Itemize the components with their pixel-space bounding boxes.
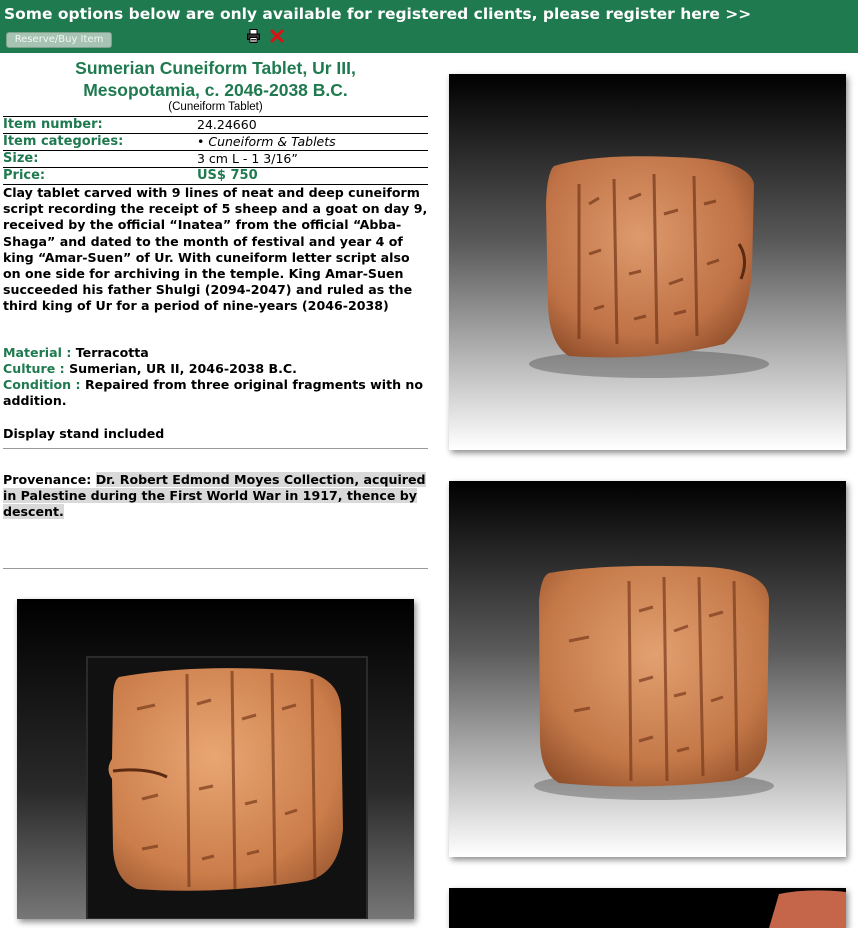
condition-label: Condition : (3, 377, 81, 392)
table-row (3, 117, 428, 134)
divider (3, 448, 428, 449)
item-info-table (3, 116, 428, 185)
printer-icon[interactable] (247, 29, 260, 43)
price-label: Price: (3, 168, 197, 185)
provenance-label: Provenance: (3, 472, 92, 487)
tablet-photo-2[interactable] (449, 481, 846, 857)
item-category-value: • Cuneiform & Tablets (197, 134, 428, 151)
display-stand-note: Display stand included (3, 426, 165, 441)
item-title (3, 57, 428, 101)
table-row (3, 168, 428, 185)
size-label: Size: (3, 151, 197, 168)
tablet-photo-4[interactable] (449, 888, 846, 928)
item-subtitle: (Cuneiform Tablet) (168, 101, 263, 113)
provenance (3, 472, 431, 521)
close-x-icon[interactable] (270, 29, 284, 43)
item-categories-label: Item categories: (3, 134, 197, 151)
registration-banner (0, 0, 858, 53)
tablet-photo-1[interactable] (449, 74, 846, 450)
condition-value: Repaired from three original fragments with no addition. (3, 377, 424, 409)
table-row (3, 134, 428, 151)
price-value: US$ 750 (197, 168, 428, 185)
size-value: 3 cm L - 1 3/16” (197, 151, 428, 168)
table-row (3, 151, 428, 168)
material-value: Terracotta (75, 345, 149, 360)
item-title-line2: Mesopotamia, c. 2046-2038 B.C. (83, 80, 348, 100)
tablet-photo-on-stand[interactable] (17, 599, 414, 919)
culture-value: Sumerian, UR II, 2046-2038 B.C. (69, 361, 297, 376)
material-line (3, 345, 431, 361)
item-number-label: Item number: (3, 117, 197, 134)
culture-label: Culture : (3, 361, 65, 376)
item-number-value: 24.24660 (197, 117, 428, 134)
condition-line (3, 377, 431, 409)
culture-line (3, 361, 431, 377)
divider (3, 568, 428, 569)
item-description: Clay tablet carved with 9 lines of neat and deep cuneiform script recording the receipt of 5 sheep and a goat on day 9, received by the official “Inatea” from the official “Abba-Shaga” and dated to the month of festival and year 4 of king “Amar-Suen” of Ur. With cuneiform letter script also on one side for archiving in the temple. King Amar-Suen succeeded his father Shulgi (2094-2047) and ruled as the third king of Ur for a period of nine-years (2046-2038) (3, 185, 428, 314)
reserve-buy-button[interactable]: Reserve/Buy Item (6, 32, 112, 48)
category-link[interactable]: Cuneiform & Tablets (208, 134, 336, 149)
register-link[interactable]: Some options below are only available for registered clients, please register here >> (4, 5, 752, 23)
item-title-line1: Sumerian Cuneiform Tablet, Ur III, (75, 58, 356, 78)
provenance-text: Dr. Robert Edmond Moyes Collection, acquired in Palestine during the First World War in 1917, thence by descent. (3, 472, 426, 520)
material-label: Material : (3, 345, 72, 360)
